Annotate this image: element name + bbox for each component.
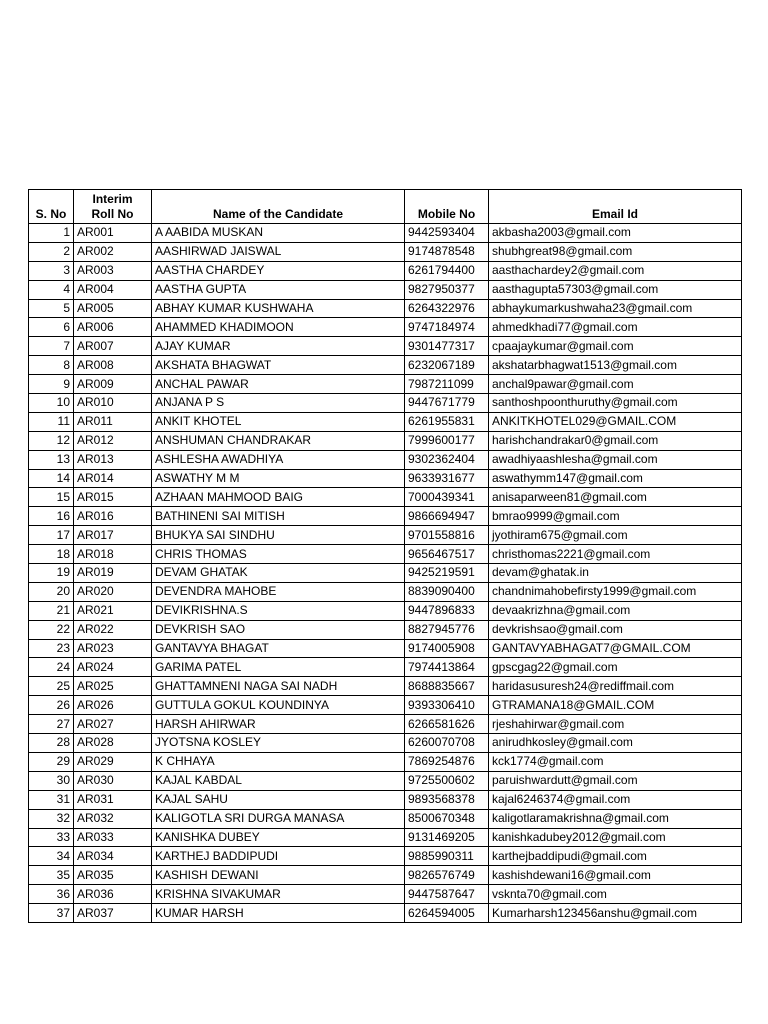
roll-number-cell: AR014 — [74, 469, 152, 488]
candidate-name-cell: DEVKRISH SAO — [152, 620, 405, 639]
email-address-cell: cpaajaykumar@gmail.com — [489, 337, 742, 356]
mobile-number-cell: 9447671779 — [405, 394, 489, 413]
email-address-cell: karthejbaddipudi@gmail.com — [489, 847, 742, 866]
roll-number-cell: AR037 — [74, 904, 152, 923]
table-header-row — [29, 190, 742, 224]
roll-number-cell: AR002 — [74, 242, 152, 261]
serial-number-cell: 6 — [29, 318, 74, 337]
serial-number-cell: 3 — [29, 261, 74, 280]
mobile-number-cell: 9885990311 — [405, 847, 489, 866]
email-address-cell: anchal9pawar@gmail.com — [489, 375, 742, 394]
table-row — [29, 526, 742, 545]
email-address-cell: akbasha2003@gmail.com — [489, 224, 742, 243]
serial-number-cell: 4 — [29, 280, 74, 299]
mobile-number-cell: 9827950377 — [405, 280, 489, 299]
table-row — [29, 299, 742, 318]
email-address-cell: abhaykumarkushwaha23@gmail.com — [489, 299, 742, 318]
table-row — [29, 488, 742, 507]
table-row — [29, 375, 742, 394]
mobile-number-cell: 8827945776 — [405, 620, 489, 639]
table-row — [29, 224, 742, 243]
serial-number-cell: 23 — [29, 639, 74, 658]
candidate-name-cell: KUMAR HARSH — [152, 904, 405, 923]
candidate-name-cell: AZHAAN MAHMOOD BAIG — [152, 488, 405, 507]
serial-number-cell: 12 — [29, 431, 74, 450]
mobile-number-cell: 6261955831 — [405, 412, 489, 431]
email-address-cell: devam@ghatak.in — [489, 564, 742, 583]
table-row — [29, 601, 742, 620]
roll-number-cell: AR025 — [74, 677, 152, 696]
mobile-number-cell: 6261794400 — [405, 261, 489, 280]
candidate-name-cell: ANJANA P S — [152, 394, 405, 413]
mobile-number-cell: 9725500602 — [405, 771, 489, 790]
candidate-name-cell: AKSHATA BHAGWAT — [152, 356, 405, 375]
header-roll-no — [74, 190, 152, 224]
mobile-number-cell: 9174005908 — [405, 639, 489, 658]
mobile-number-cell: 9826576749 — [405, 866, 489, 885]
mobile-number-cell: 9701558816 — [405, 526, 489, 545]
serial-number-cell: 13 — [29, 450, 74, 469]
email-address-cell: jyothiram675@gmail.com — [489, 526, 742, 545]
serial-number-cell: 35 — [29, 866, 74, 885]
email-address-cell: devkrishsao@gmail.com — [489, 620, 742, 639]
serial-number-cell: 26 — [29, 696, 74, 715]
table-row — [29, 696, 742, 715]
serial-number-cell: 21 — [29, 601, 74, 620]
candidate-name-cell: KARTHEJ BADDIPUDI — [152, 847, 405, 866]
roll-number-cell: AR005 — [74, 299, 152, 318]
mobile-number-cell: 9174878548 — [405, 242, 489, 261]
mobile-number-cell: 7000439341 — [405, 488, 489, 507]
serial-number-cell: 5 — [29, 299, 74, 318]
roll-number-cell: AR036 — [74, 885, 152, 904]
roll-number-cell: AR001 — [74, 224, 152, 243]
candidate-name-cell: DEVAM GHATAK — [152, 564, 405, 583]
roll-number-cell: AR015 — [74, 488, 152, 507]
roll-number-cell: AR031 — [74, 790, 152, 809]
roll-number-cell: AR003 — [74, 261, 152, 280]
candidate-name-cell: KRISHNA SIVAKUMAR — [152, 885, 405, 904]
table-row — [29, 752, 742, 771]
table-row — [29, 847, 742, 866]
candidate-name-cell: ASHLESHA AWADHIYA — [152, 450, 405, 469]
email-address-cell: rjeshahirwar@gmail.com — [489, 715, 742, 734]
email-address-cell: aasthachardey2@gmail.com — [489, 261, 742, 280]
table-row — [29, 545, 742, 564]
candidate-name-cell: DEVENDRA MAHOBE — [152, 582, 405, 601]
table-row — [29, 280, 742, 299]
mobile-number-cell: 9131469205 — [405, 828, 489, 847]
table-row — [29, 790, 742, 809]
candidate-name-cell: HARSH AHIRWAR — [152, 715, 405, 734]
email-address-cell: anirudhkosley@gmail.com — [489, 734, 742, 753]
candidate-name-cell: BATHINENI SAI MITISH — [152, 507, 405, 526]
email-address-cell: vskntа70@gmail.com — [489, 885, 742, 904]
table-row — [29, 318, 742, 337]
mobile-number-cell: 9893568378 — [405, 790, 489, 809]
roll-number-cell: AR019 — [74, 564, 152, 583]
serial-number-cell: 1 — [29, 224, 74, 243]
email-address-cell: christhomas2221@gmail.com — [489, 545, 742, 564]
serial-number-cell: 8 — [29, 356, 74, 375]
table-row — [29, 620, 742, 639]
email-address-cell: bmrao9999@gmail.com — [489, 507, 742, 526]
mobile-number-cell: 6264322976 — [405, 299, 489, 318]
email-address-cell: ahmedkhadi77@gmail.com — [489, 318, 742, 337]
candidate-name-cell: GARIMA PATEL — [152, 658, 405, 677]
table-row — [29, 337, 742, 356]
table-row — [29, 261, 742, 280]
serial-number-cell: 7 — [29, 337, 74, 356]
email-address-cell: GTRAMANA18@GMAIL.COM — [489, 696, 742, 715]
serial-number-cell: 19 — [29, 564, 74, 583]
roll-number-cell: AR012 — [74, 431, 152, 450]
table-row — [29, 771, 742, 790]
email-address-cell: ANKITKHOTEL029@GMAIL.COM — [489, 412, 742, 431]
header-roll-line1: Interim — [92, 192, 133, 206]
email-address-cell: shubhgreat98@gmail.com — [489, 242, 742, 261]
table-row — [29, 904, 742, 923]
candidate-name-cell: ANSHUMAN CHANDRAKAR — [152, 431, 405, 450]
email-address-cell: aasthagupta57303@gmail.com — [489, 280, 742, 299]
candidate-name-cell: AHAMMED KHADIMOON — [152, 318, 405, 337]
header-roll-line2: Roll No — [91, 207, 134, 221]
header-sno: S. No — [29, 190, 74, 224]
roll-number-cell: AR026 — [74, 696, 152, 715]
email-address-cell: anisaparween81@gmail.com — [489, 488, 742, 507]
mobile-number-cell: 9393306410 — [405, 696, 489, 715]
mobile-number-cell: 9425219591 — [405, 564, 489, 583]
candidate-name-cell: A AABIDA MUSKAN — [152, 224, 405, 243]
serial-number-cell: 32 — [29, 809, 74, 828]
serial-number-cell: 24 — [29, 658, 74, 677]
roll-number-cell: AR016 — [74, 507, 152, 526]
serial-number-cell: 27 — [29, 715, 74, 734]
roll-number-cell: AR010 — [74, 394, 152, 413]
email-address-cell: GANTAVYABHAGAT7@GMAIL.COM — [489, 639, 742, 658]
serial-number-cell: 11 — [29, 412, 74, 431]
roll-number-cell: AR008 — [74, 356, 152, 375]
mobile-number-cell: 9447896833 — [405, 601, 489, 620]
candidate-name-cell: BHUKYA SAI SINDHU — [152, 526, 405, 545]
serial-number-cell: 22 — [29, 620, 74, 639]
roll-number-cell: AR007 — [74, 337, 152, 356]
email-address-cell: devaakrizhna@gmail.com — [489, 601, 742, 620]
table-row — [29, 885, 742, 904]
candidate-name-cell: JYOTSNA KOSLEY — [152, 734, 405, 753]
serial-number-cell: 16 — [29, 507, 74, 526]
roll-number-cell: AR018 — [74, 545, 152, 564]
table-row — [29, 658, 742, 677]
header-candidate-name: Name of the Candidate — [152, 190, 405, 224]
header-mobile: Mobile No — [405, 190, 489, 224]
table-row — [29, 356, 742, 375]
email-address-cell: kajal6246374@gmail.com — [489, 790, 742, 809]
roll-number-cell: AR006 — [74, 318, 152, 337]
serial-number-cell: 25 — [29, 677, 74, 696]
mobile-number-cell: 6266581626 — [405, 715, 489, 734]
serial-number-cell: 20 — [29, 582, 74, 601]
serial-number-cell: 9 — [29, 375, 74, 394]
candidate-name-cell: KAJAL SAHU — [152, 790, 405, 809]
header-email: Email Id — [489, 190, 742, 224]
table-row — [29, 394, 742, 413]
candidate-name-cell: ASWATHY M M — [152, 469, 405, 488]
roll-number-cell: AR023 — [74, 639, 152, 658]
roll-number-cell: AR030 — [74, 771, 152, 790]
roll-number-cell: AR009 — [74, 375, 152, 394]
table-row — [29, 715, 742, 734]
mobile-number-cell: 9866694947 — [405, 507, 489, 526]
serial-number-cell: 33 — [29, 828, 74, 847]
roll-number-cell: AR033 — [74, 828, 152, 847]
candidate-name-cell: CHRIS THOMAS — [152, 545, 405, 564]
table-row — [29, 809, 742, 828]
mobile-number-cell: 6264594005 — [405, 904, 489, 923]
mobile-number-cell: 9747184974 — [405, 318, 489, 337]
candidate-name-cell: GUTTULA GOKUL KOUNDINYA — [152, 696, 405, 715]
candidate-name-cell: DEVIKRISHNA.S — [152, 601, 405, 620]
email-address-cell: santhoshpoonthuruthy@gmail.com — [489, 394, 742, 413]
candidate-name-cell: ANCHAL PAWAR — [152, 375, 405, 394]
roll-number-cell: AR034 — [74, 847, 152, 866]
mobile-number-cell: 9447587647 — [405, 885, 489, 904]
email-address-cell: kck1774@gmail.com — [489, 752, 742, 771]
mobile-number-cell: 7987211099 — [405, 375, 489, 394]
mobile-number-cell: 7869254876 — [405, 752, 489, 771]
roll-number-cell: AR028 — [74, 734, 152, 753]
roll-number-cell: AR032 — [74, 809, 152, 828]
serial-number-cell: 14 — [29, 469, 74, 488]
table-row — [29, 639, 742, 658]
mobile-number-cell: 8839090400 — [405, 582, 489, 601]
serial-number-cell: 2 — [29, 242, 74, 261]
mobile-number-cell: 9301477317 — [405, 337, 489, 356]
roll-number-cell: AR017 — [74, 526, 152, 545]
candidate-name-cell: KASHISH DEWANI — [152, 866, 405, 885]
table-body — [29, 224, 742, 923]
candidate-name-cell: ABHAY KUMAR KUSHWAHA — [152, 299, 405, 318]
roll-number-cell: AR011 — [74, 412, 152, 431]
roll-number-cell: AR029 — [74, 752, 152, 771]
table-row — [29, 507, 742, 526]
table-row — [29, 412, 742, 431]
serial-number-cell: 36 — [29, 885, 74, 904]
candidate-name-cell: GANTAVYA BHAGAT — [152, 639, 405, 658]
email-address-cell: kaligotlaramakrishna@gmail.com — [489, 809, 742, 828]
table-row — [29, 677, 742, 696]
roll-number-cell: AR035 — [74, 866, 152, 885]
table-row — [29, 866, 742, 885]
roll-number-cell: AR024 — [74, 658, 152, 677]
email-address-cell: awadhiyaashlesha@gmail.com — [489, 450, 742, 469]
serial-number-cell: 18 — [29, 545, 74, 564]
mobile-number-cell: 6260070708 — [405, 734, 489, 753]
candidate-name-cell: AASTHA GUPTA — [152, 280, 405, 299]
mobile-number-cell: 8688835667 — [405, 677, 489, 696]
mobile-number-cell: 6232067189 — [405, 356, 489, 375]
roll-number-cell: AR027 — [74, 715, 152, 734]
table-row — [29, 242, 742, 261]
candidate-name-cell: ANKIT KHOTEL — [152, 412, 405, 431]
serial-number-cell: 31 — [29, 790, 74, 809]
serial-number-cell: 30 — [29, 771, 74, 790]
mobile-number-cell: 9302362404 — [405, 450, 489, 469]
serial-number-cell: 34 — [29, 847, 74, 866]
serial-number-cell: 37 — [29, 904, 74, 923]
table-row — [29, 828, 742, 847]
email-address-cell: akshatarbhagwat1513@gmail.com — [489, 356, 742, 375]
candidate-name-cell: AASHIRWAD JAISWAL — [152, 242, 405, 261]
table-row — [29, 469, 742, 488]
email-address-cell: aswathymm147@gmail.com — [489, 469, 742, 488]
candidate-table — [28, 189, 742, 923]
email-address-cell: Kumarharsh123456anshu@gmail.com — [489, 904, 742, 923]
table-row — [29, 582, 742, 601]
email-address-cell: harishchandrakar0@gmail.com — [489, 431, 742, 450]
roll-number-cell: AR020 — [74, 582, 152, 601]
candidate-name-cell: KANISHKA DUBEY — [152, 828, 405, 847]
candidate-name-cell: AJAY KUMAR — [152, 337, 405, 356]
table-row — [29, 734, 742, 753]
email-address-cell: gpscgag22@gmail.com — [489, 658, 742, 677]
email-address-cell: haridasusuresh24@rediffmail.com — [489, 677, 742, 696]
mobile-number-cell: 8500670348 — [405, 809, 489, 828]
roll-number-cell: AR022 — [74, 620, 152, 639]
candidate-name-cell: AASTHA CHARDEY — [152, 261, 405, 280]
email-address-cell: chandnimahobefirsty1999@gmail.com — [489, 582, 742, 601]
serial-number-cell: 17 — [29, 526, 74, 545]
email-address-cell: kanishkadubey2012@gmail.com — [489, 828, 742, 847]
mobile-number-cell: 7974413864 — [405, 658, 489, 677]
roll-number-cell: AR021 — [74, 601, 152, 620]
email-address-cell: paruishwardutt@gmail.com — [489, 771, 742, 790]
email-address-cell: kashishdewani16@gmail.com — [489, 866, 742, 885]
mobile-number-cell: 7999600177 — [405, 431, 489, 450]
serial-number-cell: 10 — [29, 394, 74, 413]
table-row — [29, 450, 742, 469]
mobile-number-cell: 9656467517 — [405, 545, 489, 564]
table-row — [29, 564, 742, 583]
candidate-name-cell: KAJAL KABDAL — [152, 771, 405, 790]
serial-number-cell: 15 — [29, 488, 74, 507]
table-row — [29, 431, 742, 450]
roll-number-cell: AR013 — [74, 450, 152, 469]
serial-number-cell: 29 — [29, 752, 74, 771]
candidate-name-cell: GHATTAMNENI NAGA SAI NADH — [152, 677, 405, 696]
mobile-number-cell: 9442593404 — [405, 224, 489, 243]
roll-number-cell: AR004 — [74, 280, 152, 299]
candidate-name-cell: K CHHAYA — [152, 752, 405, 771]
serial-number-cell: 28 — [29, 734, 74, 753]
mobile-number-cell: 9633931677 — [405, 469, 489, 488]
candidate-name-cell: KALIGOTLA SRI DURGA MANASA — [152, 809, 405, 828]
